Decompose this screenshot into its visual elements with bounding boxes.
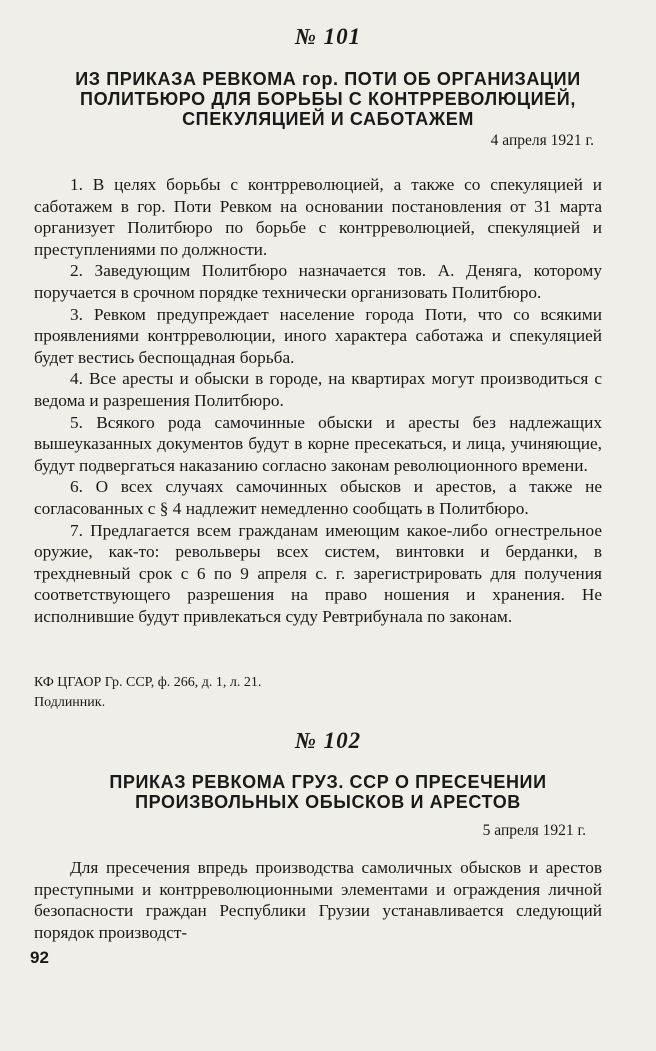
doc-102-date: 5 апреля 1921 г. xyxy=(482,822,586,839)
doc-101-paragraph-3: 3. Ревком предупреждает население города Поти, что со всякими проявлениями контрреволюции, иного характера саботажа и спекуляцией будет вестись беспощадная борьба. xyxy=(34,304,602,367)
doc-102-body xyxy=(34,857,602,943)
doc-101-title-line-2: ПОЛИТБЮРО ДЛЯ БОРЬБЫ С КОНТРРЕВОЛЮЦИЕЙ, xyxy=(80,89,576,109)
doc-101-date: 4 апреля 1921 г. xyxy=(490,132,594,149)
doc-101-title-line-1: ИЗ ПРИКАЗА РЕВКОМА гор. ПОТИ ОБ ОРГАНИЗАЦИИ xyxy=(75,69,581,89)
doc-102-title xyxy=(28,772,628,812)
doc-102-paragraph-1: Для пресечения впредь производства самоличных обысков и арестов преступными и контрреволюционными элементами и ограждения личной безопасности граждан Республики Грузии устанавливается следующий порядок производст- xyxy=(34,858,602,942)
doc-101-paragraph-1: 1. В целях борьбы с контрреволюцией, а также со спекуляцией и саботажем в гор. Поти Ревком на основании постановления от 31 марта организует Политбюро по борьбе с контрреволюцией, спекуляцией и преступлениями по должности. xyxy=(34,175,602,259)
doc-101-paragraph-6: 6. О всех случаях самочинных обысков и арестов, а также не согласованных с § 4 надлежит немедленно сообщать в Политбюро. xyxy=(34,477,602,518)
doc-101-original-note: Подлинник. xyxy=(34,695,106,710)
doc-101-number: № 101 xyxy=(294,24,362,49)
doc-102-title-line-2: ПРОИЗВОЛЬНЫХ ОБЫСКОВ И АРЕСТОВ xyxy=(135,792,521,812)
doc-101-body xyxy=(34,174,602,627)
page-number: 92 xyxy=(30,948,49,967)
doc-101-title-line-3: СПЕКУЛЯЦИЕЙ И САБОТАЖЕМ xyxy=(182,109,474,129)
doc-102-title-line-1: ПРИКАЗ РЕВКОМА ГРУЗ. ССР О ПРЕСЕЧЕНИИ xyxy=(109,772,547,792)
doc-102-number: № 102 xyxy=(294,728,362,753)
doc-101-paragraph-4: 4. Все аресты и обыски в городе, на квартирах могут производиться с ведома и разрешения Политбюро. xyxy=(34,369,602,410)
doc-101-paragraph-2: 2. Заведующим Политбюро назначается тов. А. Деняга, которому поручается в срочном порядке технически организовать Политбюро. xyxy=(34,261,602,302)
doc-101-title xyxy=(28,69,628,129)
doc-101-archive-source: КФ ЦГАОР Гр. ССР, ф. 266, д. 1, л. 21. xyxy=(34,675,262,690)
doc-101-paragraph-7: 7. Предлагается всем гражданам имеющим какое-либо огнестрельное оружие, как-то: револьверы всех систем, винтовки и берданки, в трехдневный срок с 6 по 9 апреля с. г. зарегистрировать для получения соответствующего разрешения на право ношения и хранения. Не исполнившие будут привлекаться суду Ревтрибунала по законам. xyxy=(34,520,602,626)
doc-101-paragraph-5: 5. Всякого рода самочинные обыски и аресты без надлежащих вышеуказанных документов будут в корне пресекаться, и лица, учиняющие, будут подвергаться наказанию согласно законам революционного времени. xyxy=(34,412,602,475)
